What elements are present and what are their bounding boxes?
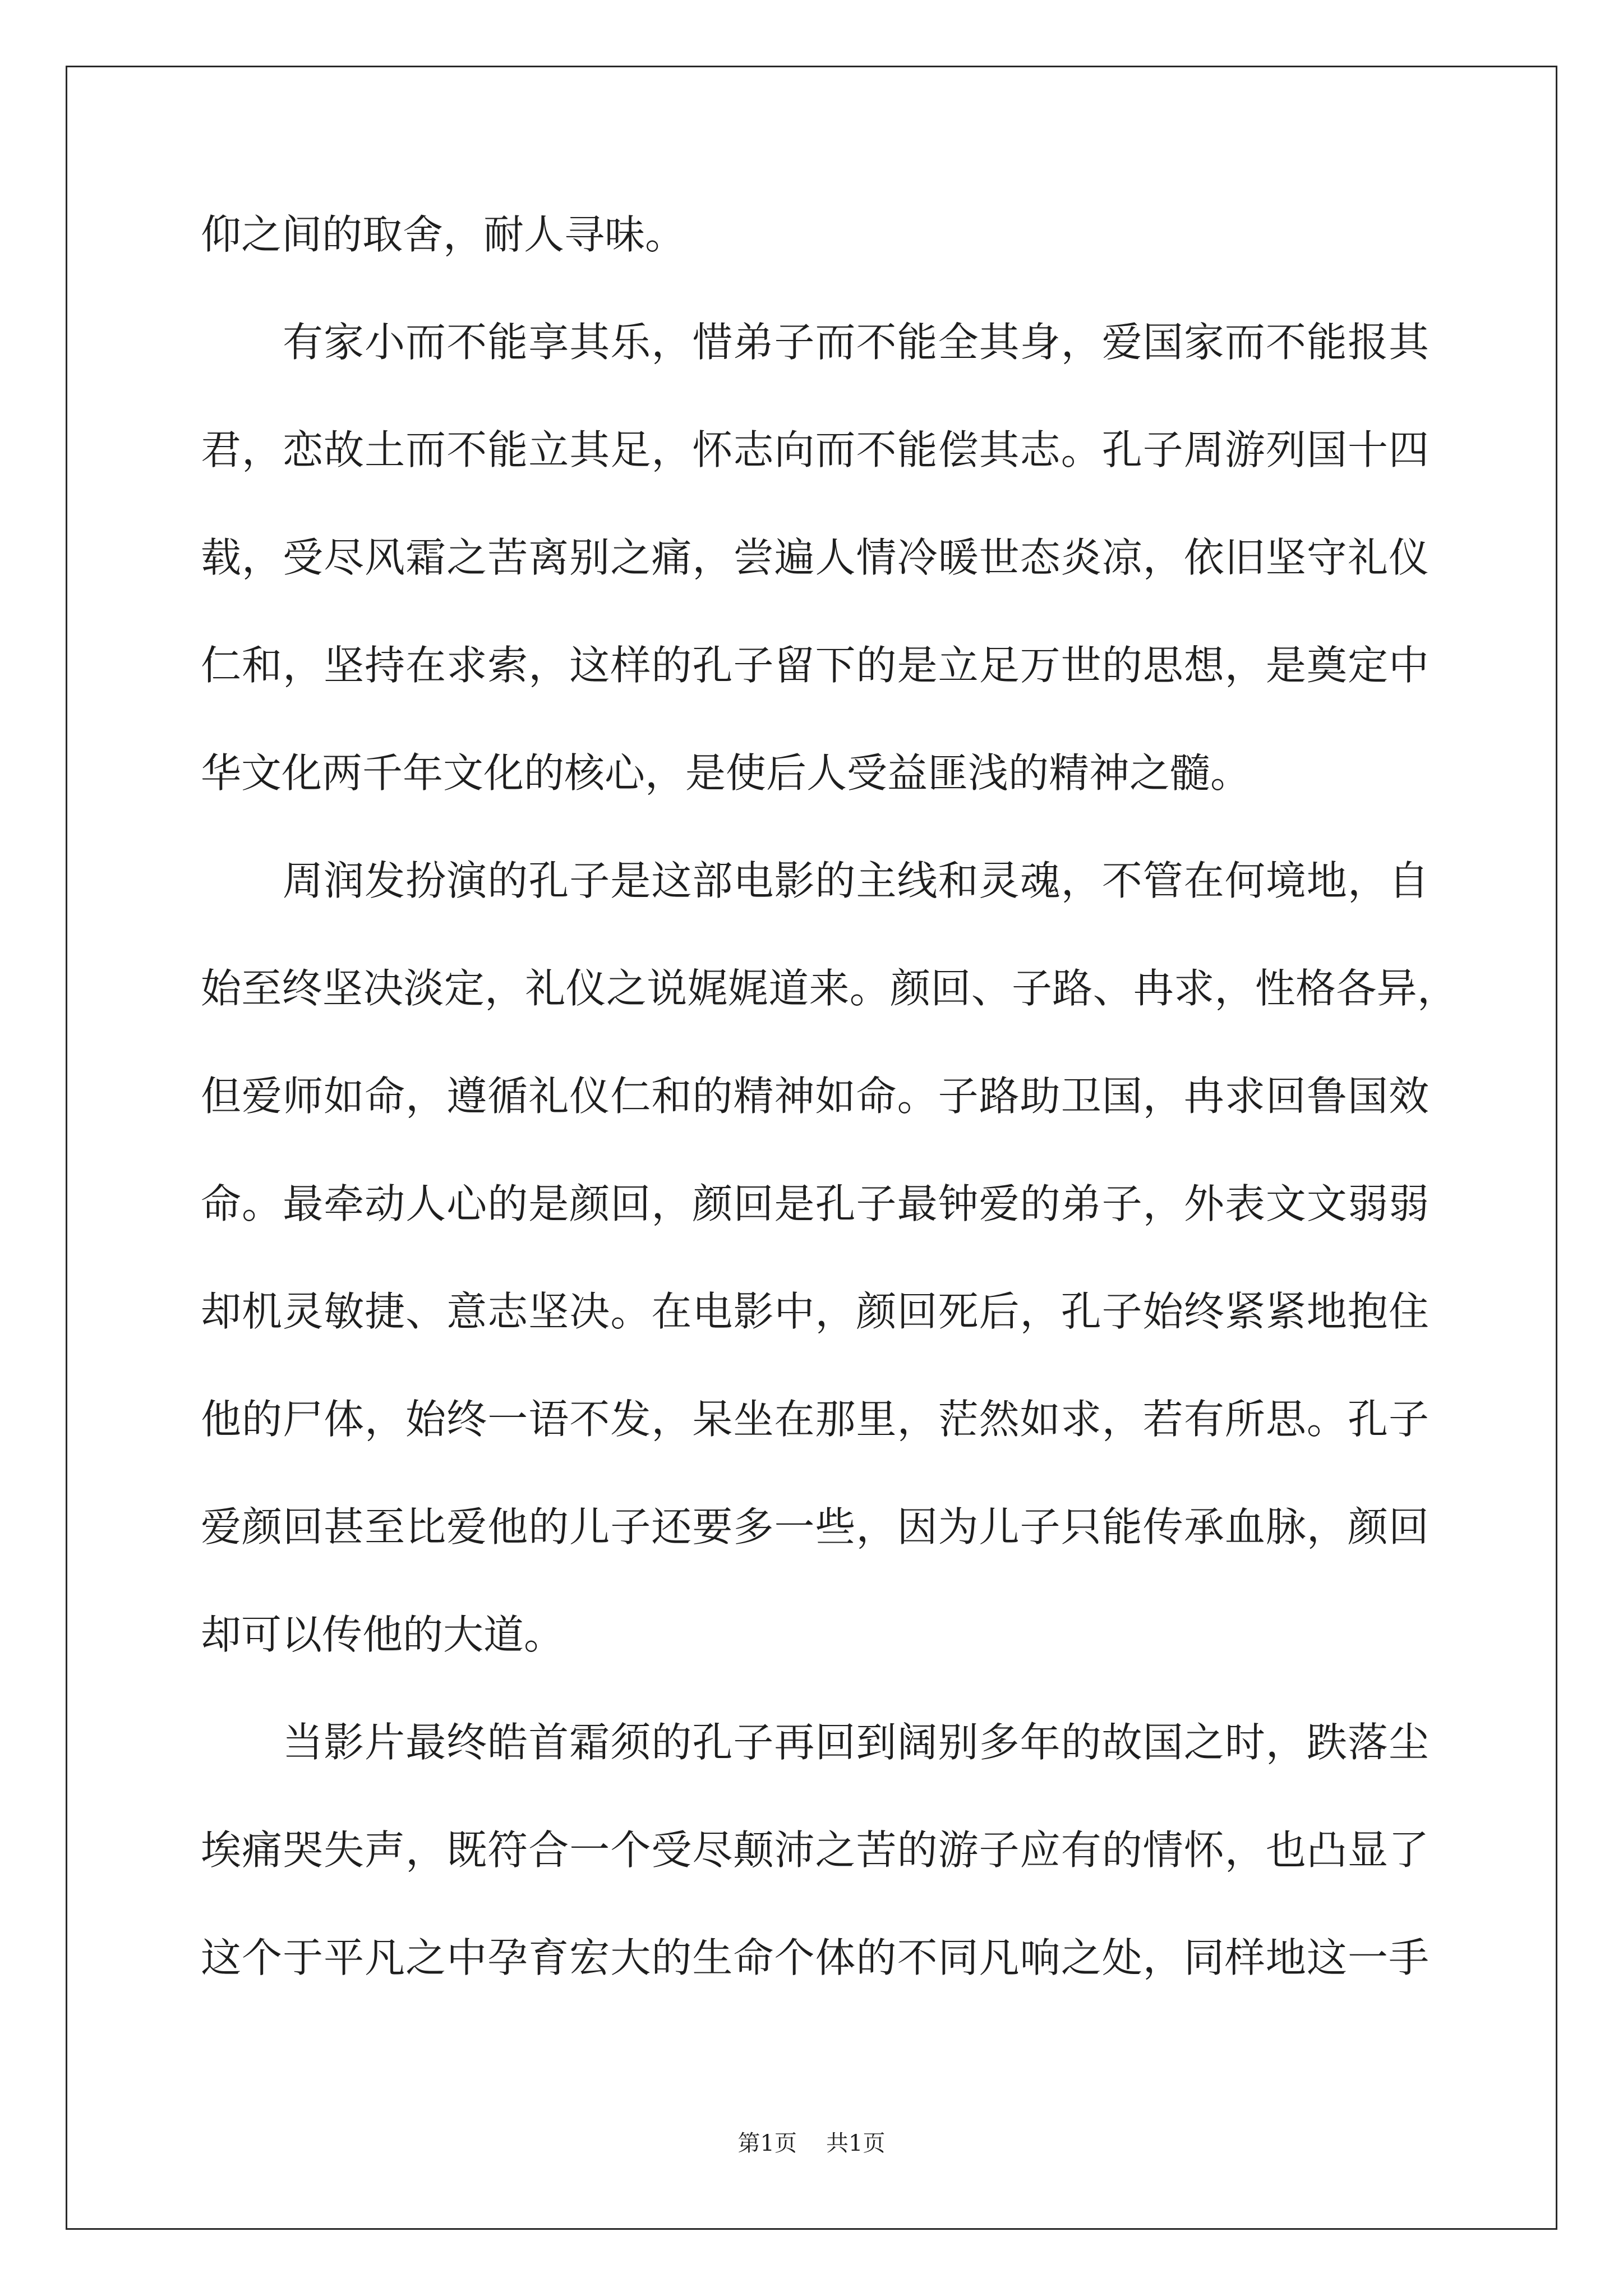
page-total: 共1页	[826, 2131, 886, 2156]
text-line: 华文化两千年文化的核心，是使后人受益匪浅的精神之髓。	[201, 749, 1251, 797]
text-line: 爱颜回甚至比爱他的儿子还要多一些，因为儿子只能传承血脉，颜回	[201, 1503, 1429, 1550]
text-line: 这个于平凡之中孕育宏大的生命个体的不同凡响之处，同样地这一手	[201, 1934, 1429, 1981]
page-footer	[66, 2129, 1557, 2158]
paragraph	[201, 181, 1429, 288]
text-line: 命。最牵动人心的是颜回，颜回是孔子最钟爱的弟子，外表文文弱弱	[201, 1180, 1429, 1227]
text-line: 周润发扮演的孔子是这部电影的主线和灵魂，不管在何境地，自	[283, 857, 1429, 904]
text-line: 载，受尽风霜之苦离别之痛，尝遍人情冷暖世态炎凉，依旧坚守礼仪	[201, 534, 1429, 581]
text-line: 仰之间的取舍，耐人寻味。	[201, 211, 686, 258]
text-line: 仁和，坚持在求索，这样的孔子留下的是立足万世的思想，是奠定中	[201, 642, 1429, 689]
text-line: 有家小而不能享其乐，惜弟子而不能全其身，爱国家而不能报其	[283, 319, 1429, 366]
paragraph	[201, 1688, 1429, 2012]
page-number: 第1页	[737, 2131, 797, 2156]
text-line: 君，恋故土而不能立其足，怀志向而不能偿其志。孔子周游列国十四	[201, 426, 1429, 473]
text-line: 却可以传他的大道。	[201, 1611, 565, 1658]
text-line: 始至终坚决淡定，礼仪之说娓娓道来。颜回、子路、冉求，性格各异，	[201, 965, 1458, 1012]
text-line: 他的尸体，始终一语不发，呆坐在那里，茫然如求，若有所思。孔子	[201, 1396, 1429, 1443]
paragraph	[201, 827, 1458, 1688]
document-body	[201, 181, 1458, 2012]
text-line: 但爱师如命，遵循礼仪仁和的精神如命。子路助卫国，冉求回鲁国效	[201, 1073, 1429, 1120]
paragraph	[201, 288, 1429, 827]
text-line: 当影片最终皓首霜须的孔子再回到阔别多年的故国之时，跌落尘	[283, 1719, 1429, 1766]
text-line: 埃痛哭失声，既符合一个受尽颠沛之苦的游子应有的情怀，也凸显了	[201, 1826, 1429, 1874]
text-line: 却机灵敏捷、意志坚决。在电影中，颜回死后，孔子始终紧紧地抱住	[201, 1288, 1429, 1335]
